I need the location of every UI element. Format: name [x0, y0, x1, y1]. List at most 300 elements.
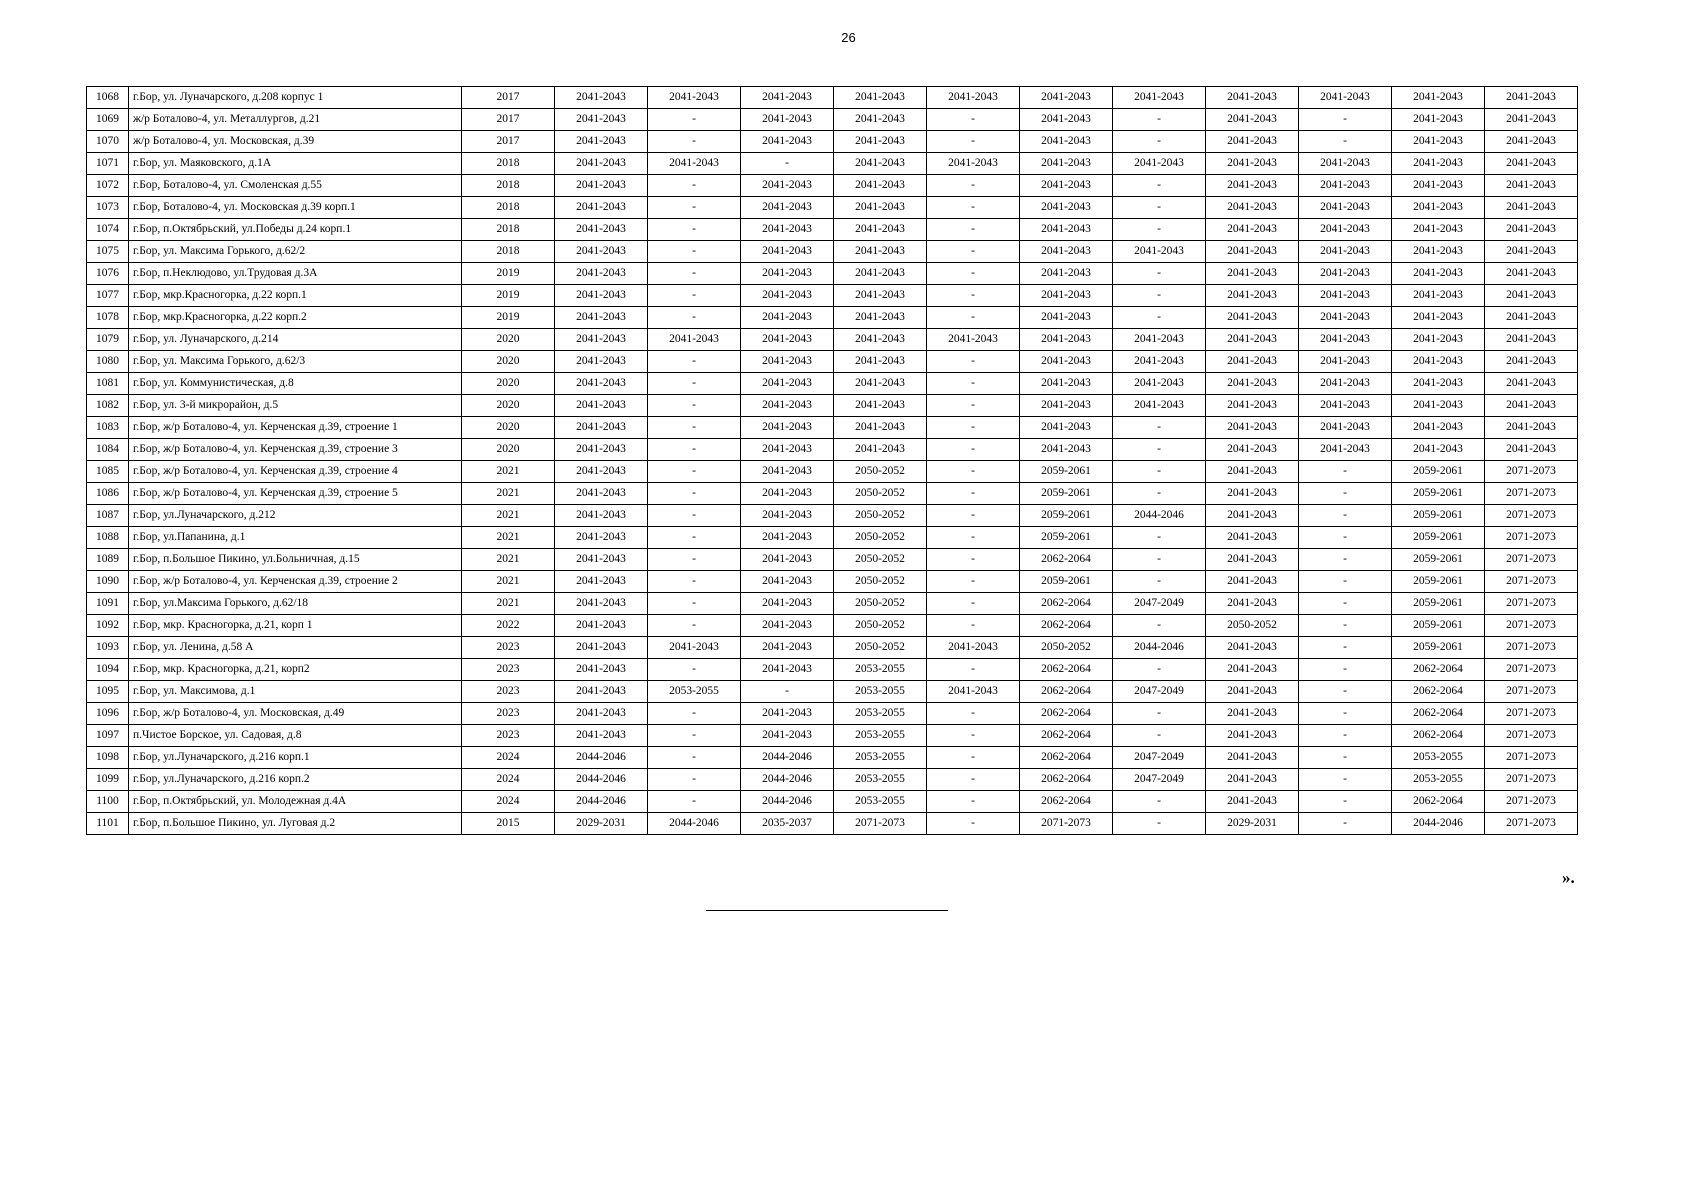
period-cell: 2041-2043: [1020, 351, 1113, 373]
period-cell: 2071-2073: [1485, 659, 1578, 681]
table-row: [87, 527, 1578, 549]
table-row: [87, 725, 1578, 747]
row-number-cell: 1087: [87, 505, 129, 527]
period-cell: 2050-2052: [834, 483, 927, 505]
period-cell: -: [927, 747, 1020, 769]
period-cell: -: [648, 549, 741, 571]
period-cell: 2044-2046: [555, 769, 648, 791]
period-cell: -: [648, 461, 741, 483]
period-cell: 2041-2043: [555, 153, 648, 175]
period-cell: -: [648, 285, 741, 307]
period-cell: 2041-2043: [1020, 219, 1113, 241]
year-cell: 2019: [462, 285, 555, 307]
period-cell: 2044-2046: [741, 791, 834, 813]
period-cell: 2041-2043: [741, 241, 834, 263]
period-cell: 2041-2043: [1299, 285, 1392, 307]
period-cell: 2041-2043: [555, 175, 648, 197]
period-cell: 2041-2043: [1299, 175, 1392, 197]
period-cell: 2041-2043: [1485, 285, 1578, 307]
period-cell: 2041-2043: [1206, 395, 1299, 417]
period-cell: -: [1113, 725, 1206, 747]
period-cell: 2041-2043: [555, 395, 648, 417]
period-cell: 2041-2043: [1392, 87, 1485, 109]
period-cell: 2041-2043: [741, 505, 834, 527]
period-cell: 2041-2043: [1485, 263, 1578, 285]
year-cell: 2020: [462, 417, 555, 439]
row-number-cell: 1094: [87, 659, 129, 681]
period-cell: 2059-2061: [1392, 483, 1485, 505]
period-cell: 2050-2052: [834, 615, 927, 637]
period-cell: 2053-2055: [834, 659, 927, 681]
year-cell: 2019: [462, 263, 555, 285]
period-cell: 2041-2043: [741, 219, 834, 241]
period-cell: 2041-2043: [927, 681, 1020, 703]
period-cell: -: [1113, 307, 1206, 329]
row-number-cell: 1093: [87, 637, 129, 659]
period-cell: 2041-2043: [1206, 681, 1299, 703]
period-cell: 2062-2064: [1392, 791, 1485, 813]
period-cell: -: [927, 417, 1020, 439]
period-cell: -: [648, 791, 741, 813]
period-cell: 2041-2043: [741, 131, 834, 153]
period-cell: 2041-2043: [555, 109, 648, 131]
period-cell: -: [927, 725, 1020, 747]
period-cell: -: [927, 659, 1020, 681]
period-cell: 2041-2043: [555, 703, 648, 725]
period-cell: 2035-2037: [741, 813, 834, 835]
year-cell: 2023: [462, 681, 555, 703]
period-cell: 2041-2043: [555, 131, 648, 153]
period-cell: -: [1299, 747, 1392, 769]
period-cell: 2041-2043: [1113, 395, 1206, 417]
row-number-cell: 1100: [87, 791, 129, 813]
table-row: [87, 395, 1578, 417]
year-cell: 2020: [462, 329, 555, 351]
period-cell: 2041-2043: [1485, 307, 1578, 329]
address-cell: г.Бор, ул.Максима Горького, д.62/18: [129, 593, 462, 615]
period-cell: 2053-2055: [1392, 747, 1485, 769]
period-cell: 2041-2043: [1299, 307, 1392, 329]
row-number-cell: 1083: [87, 417, 129, 439]
period-cell: 2041-2043: [1299, 395, 1392, 417]
period-cell: 2041-2043: [555, 439, 648, 461]
period-cell: 2041-2043: [834, 395, 927, 417]
period-cell: -: [1113, 197, 1206, 219]
period-cell: 2041-2043: [1299, 241, 1392, 263]
period-cell: 2041-2043: [1392, 131, 1485, 153]
period-cell: -: [1299, 681, 1392, 703]
period-cell: 2059-2061: [1392, 505, 1485, 527]
period-cell: 2041-2043: [1485, 439, 1578, 461]
period-cell: 2041-2043: [834, 175, 927, 197]
period-cell: -: [1299, 703, 1392, 725]
period-cell: 2041-2043: [555, 329, 648, 351]
period-cell: 2041-2043: [555, 549, 648, 571]
table-row: [87, 659, 1578, 681]
address-cell: г.Бор, ул. Коммунистическая, д.8: [129, 373, 462, 395]
period-cell: 2041-2043: [1206, 285, 1299, 307]
period-cell: 2041-2043: [1485, 329, 1578, 351]
period-cell: 2041-2043: [1485, 417, 1578, 439]
period-cell: 2041-2043: [1020, 175, 1113, 197]
period-cell: -: [648, 351, 741, 373]
table-row: [87, 439, 1578, 461]
period-cell: 2041-2043: [1299, 87, 1392, 109]
period-cell: 2041-2043: [1020, 417, 1113, 439]
period-cell: 2041-2043: [1485, 351, 1578, 373]
period-cell: 2071-2073: [1485, 637, 1578, 659]
period-cell: 2071-2073: [1485, 461, 1578, 483]
address-cell: г.Бор, ул. Луначарского, д.208 корпус 1: [129, 87, 462, 109]
period-cell: 2041-2043: [741, 725, 834, 747]
period-cell: -: [927, 527, 1020, 549]
period-cell: 2059-2061: [1392, 527, 1485, 549]
address-cell: г.Бор, п.Октябрьский, ул. Молодежная д.4А: [129, 791, 462, 813]
period-cell: 2041-2043: [1206, 505, 1299, 527]
period-cell: -: [927, 439, 1020, 461]
row-number-cell: 1069: [87, 109, 129, 131]
period-cell: 2041-2043: [834, 131, 927, 153]
period-cell: 2041-2043: [1392, 351, 1485, 373]
period-cell: 2059-2061: [1020, 527, 1113, 549]
period-cell: 2041-2043: [1392, 263, 1485, 285]
period-cell: 2059-2061: [1392, 615, 1485, 637]
period-cell: -: [648, 439, 741, 461]
period-cell: 2047-2049: [1113, 593, 1206, 615]
period-cell: 2041-2043: [741, 307, 834, 329]
table-row: [87, 285, 1578, 307]
period-cell: 2041-2043: [834, 439, 927, 461]
period-cell: 2041-2043: [1020, 307, 1113, 329]
address-cell: г.Бор, ул. Маяковского, д.1А: [129, 153, 462, 175]
period-cell: 2041-2043: [1206, 109, 1299, 131]
period-cell: 2062-2064: [1020, 791, 1113, 813]
address-cell: г.Бор, Боталово-4, ул. Смоленская д.55: [129, 175, 462, 197]
period-cell: 2041-2043: [1206, 197, 1299, 219]
year-cell: 2020: [462, 395, 555, 417]
period-cell: 2041-2043: [555, 87, 648, 109]
period-cell: 2041-2043: [1392, 285, 1485, 307]
table-body: [87, 87, 1578, 835]
period-cell: 2062-2064: [1392, 703, 1485, 725]
period-cell: 2041-2043: [741, 109, 834, 131]
period-cell: -: [1299, 725, 1392, 747]
period-cell: 2062-2064: [1020, 549, 1113, 571]
address-cell: г.Бор, ул.Луначарского, д.216 корп.1: [129, 747, 462, 769]
period-cell: 2071-2073: [1020, 813, 1113, 835]
period-cell: 2050-2052: [1020, 637, 1113, 659]
period-cell: 2041-2043: [741, 615, 834, 637]
period-cell: 2041-2043: [741, 637, 834, 659]
period-cell: -: [927, 615, 1020, 637]
period-cell: 2041-2043: [1485, 373, 1578, 395]
period-cell: -: [1113, 285, 1206, 307]
period-cell: 2041-2043: [1113, 351, 1206, 373]
row-number-cell: 1095: [87, 681, 129, 703]
period-cell: 2041-2043: [741, 483, 834, 505]
year-cell: 2023: [462, 725, 555, 747]
period-cell: 2041-2043: [1206, 175, 1299, 197]
period-cell: 2071-2073: [1485, 747, 1578, 769]
period-cell: -: [648, 219, 741, 241]
period-cell: 2041-2043: [927, 329, 1020, 351]
row-number-cell: 1080: [87, 351, 129, 373]
table-row: [87, 131, 1578, 153]
period-cell: 2041-2043: [1392, 175, 1485, 197]
period-cell: 2041-2043: [1485, 175, 1578, 197]
period-cell: -: [927, 219, 1020, 241]
period-cell: 2041-2043: [1206, 241, 1299, 263]
period-cell: -: [1299, 505, 1392, 527]
period-cell: 2041-2043: [1113, 373, 1206, 395]
period-cell: 2041-2043: [555, 615, 648, 637]
row-number-cell: 1074: [87, 219, 129, 241]
period-cell: 2050-2052: [834, 461, 927, 483]
period-cell: -: [1299, 571, 1392, 593]
period-cell: 2041-2043: [1020, 153, 1113, 175]
address-cell: г.Бор, п.Неклюдово, ул.Трудовая д.3А: [129, 263, 462, 285]
period-cell: -: [648, 241, 741, 263]
period-cell: 2041-2043: [1206, 791, 1299, 813]
table-row: [87, 549, 1578, 571]
row-number-cell: 1078: [87, 307, 129, 329]
row-number-cell: 1085: [87, 461, 129, 483]
address-cell: г.Бор, п.Октябрьский, ул.Победы д.24 корп.1: [129, 219, 462, 241]
period-cell: 2059-2061: [1392, 637, 1485, 659]
period-cell: 2041-2043: [1020, 373, 1113, 395]
table-row: [87, 505, 1578, 527]
period-cell: -: [1113, 175, 1206, 197]
row-number-cell: 1086: [87, 483, 129, 505]
period-cell: -: [648, 175, 741, 197]
period-cell: 2041-2043: [555, 461, 648, 483]
period-cell: -: [1113, 417, 1206, 439]
row-number-cell: 1097: [87, 725, 129, 747]
row-number-cell: 1073: [87, 197, 129, 219]
period-cell: 2041-2043: [1485, 153, 1578, 175]
period-cell: 2059-2061: [1020, 505, 1113, 527]
period-cell: -: [648, 659, 741, 681]
period-cell: 2071-2073: [1485, 549, 1578, 571]
period-cell: -: [927, 505, 1020, 527]
table-row: [87, 769, 1578, 791]
period-cell: -: [648, 747, 741, 769]
period-cell: 2041-2043: [834, 351, 927, 373]
row-number-cell: 1081: [87, 373, 129, 395]
table-row: [87, 813, 1578, 835]
period-cell: -: [648, 769, 741, 791]
period-cell: 2041-2043: [1206, 153, 1299, 175]
address-cell: г.Бор, ул. Максимова, д.1: [129, 681, 462, 703]
table-row: [87, 571, 1578, 593]
row-number-cell: 1088: [87, 527, 129, 549]
period-cell: 2044-2046: [555, 791, 648, 813]
period-cell: -: [1113, 571, 1206, 593]
period-cell: 2041-2043: [1020, 439, 1113, 461]
period-cell: 2041-2043: [741, 439, 834, 461]
period-cell: -: [927, 549, 1020, 571]
row-number-cell: 1084: [87, 439, 129, 461]
address-cell: г.Бор, мкр.Красногорка, д.22 корп.2: [129, 307, 462, 329]
period-cell: 2071-2073: [1485, 791, 1578, 813]
period-cell: -: [927, 285, 1020, 307]
period-cell: 2059-2061: [1020, 461, 1113, 483]
page-number: 26: [841, 30, 856, 45]
period-cell: 2041-2043: [555, 307, 648, 329]
period-cell: 2041-2043: [1206, 263, 1299, 285]
period-cell: 2041-2043: [927, 637, 1020, 659]
period-cell: 2041-2043: [1392, 329, 1485, 351]
period-cell: -: [648, 109, 741, 131]
year-cell: 2017: [462, 87, 555, 109]
period-cell: 2062-2064: [1392, 659, 1485, 681]
period-cell: 2062-2064: [1020, 769, 1113, 791]
address-cell: г.Бор, ул.Папанина, д.1: [129, 527, 462, 549]
period-cell: 2071-2073: [1485, 527, 1578, 549]
period-cell: 2062-2064: [1020, 747, 1113, 769]
year-cell: 2018: [462, 153, 555, 175]
year-cell: 2021: [462, 483, 555, 505]
period-cell: 2071-2073: [1485, 769, 1578, 791]
period-cell: -: [1299, 659, 1392, 681]
period-cell: 2041-2043: [834, 263, 927, 285]
period-cell: -: [1113, 527, 1206, 549]
row-number-cell: 1072: [87, 175, 129, 197]
period-cell: 2041-2043: [1206, 219, 1299, 241]
period-cell: 2041-2043: [1020, 285, 1113, 307]
period-cell: 2041-2043: [648, 153, 741, 175]
period-cell: 2041-2043: [1299, 263, 1392, 285]
period-cell: 2047-2049: [1113, 681, 1206, 703]
period-cell: 2041-2043: [741, 373, 834, 395]
address-cell: г.Бор, мкр. Красногорка, д.21, корп 1: [129, 615, 462, 637]
period-cell: -: [1299, 615, 1392, 637]
period-cell: -: [927, 483, 1020, 505]
period-cell: 2050-2052: [834, 549, 927, 571]
address-cell: г.Бор, ж/р Боталово-4, ул. Керченская д.39, строение 1: [129, 417, 462, 439]
period-cell: 2047-2049: [1113, 769, 1206, 791]
address-cell: ж/р Боталово-4, ул. Московская, д.39: [129, 131, 462, 153]
period-cell: 2071-2073: [1485, 505, 1578, 527]
period-cell: 2041-2043: [648, 637, 741, 659]
year-cell: 2023: [462, 703, 555, 725]
address-cell: г.Бор, ж/р Боталово-4, ул. Керченская д.39, строение 2: [129, 571, 462, 593]
address-cell: г.Бор, мкр.Красногорка, д.22 корп.1: [129, 285, 462, 307]
year-cell: 2020: [462, 351, 555, 373]
period-cell: 2041-2043: [1299, 439, 1392, 461]
period-cell: 2041-2043: [1299, 373, 1392, 395]
period-cell: 2044-2046: [648, 813, 741, 835]
period-cell: 2041-2043: [1020, 241, 1113, 263]
period-cell: -: [927, 813, 1020, 835]
period-cell: 2041-2043: [648, 87, 741, 109]
period-cell: 2041-2043: [1485, 87, 1578, 109]
period-cell: 2041-2043: [834, 329, 927, 351]
address-cell: г.Бор, ул.Луначарского, д.212: [129, 505, 462, 527]
period-cell: 2041-2043: [1206, 593, 1299, 615]
period-cell: 2041-2043: [1485, 109, 1578, 131]
period-cell: -: [1113, 703, 1206, 725]
period-cell: -: [1113, 109, 1206, 131]
period-cell: 2041-2043: [555, 659, 648, 681]
period-cell: -: [1299, 769, 1392, 791]
year-cell: 2021: [462, 461, 555, 483]
period-cell: -: [648, 505, 741, 527]
period-cell: 2059-2061: [1020, 571, 1113, 593]
table-row: [87, 109, 1578, 131]
period-cell: 2041-2043: [834, 307, 927, 329]
period-cell: 2041-2043: [1392, 395, 1485, 417]
period-cell: 2041-2043: [1485, 241, 1578, 263]
row-number-cell: 1071: [87, 153, 129, 175]
period-cell: 2041-2043: [1206, 351, 1299, 373]
period-cell: 2050-2052: [834, 571, 927, 593]
period-cell: 2044-2046: [741, 747, 834, 769]
period-cell: 2041-2043: [1020, 395, 1113, 417]
period-cell: -: [1299, 483, 1392, 505]
period-cell: 2041-2043: [555, 417, 648, 439]
period-cell: 2041-2043: [1392, 439, 1485, 461]
period-cell: 2041-2043: [741, 549, 834, 571]
period-cell: 2041-2043: [1485, 219, 1578, 241]
end-rule-line: [706, 910, 948, 911]
address-cell: г.Бор, ул. Ленина, д.58 А: [129, 637, 462, 659]
period-cell: -: [741, 681, 834, 703]
period-cell: 2071-2073: [1485, 593, 1578, 615]
period-cell: -: [1299, 109, 1392, 131]
period-cell: -: [1113, 439, 1206, 461]
period-cell: 2041-2043: [555, 373, 648, 395]
year-cell: 2021: [462, 527, 555, 549]
address-cell: ж/р Боталово-4, ул. Металлургов, д.21: [129, 109, 462, 131]
period-cell: -: [1113, 549, 1206, 571]
row-number-cell: 1068: [87, 87, 129, 109]
period-cell: 2053-2055: [834, 747, 927, 769]
row-number-cell: 1091: [87, 593, 129, 615]
table-row: [87, 263, 1578, 285]
period-cell: -: [927, 593, 1020, 615]
period-cell: 2053-2055: [1392, 769, 1485, 791]
period-cell: 2041-2043: [1299, 219, 1392, 241]
period-cell: -: [648, 615, 741, 637]
year-cell: 2018: [462, 175, 555, 197]
table-row: [87, 153, 1578, 175]
address-cell: г.Бор, Боталово-4, ул. Московская д.39 корп.1: [129, 197, 462, 219]
period-cell: -: [1299, 549, 1392, 571]
period-cell: -: [1299, 461, 1392, 483]
period-cell: -: [648, 527, 741, 549]
period-cell: 2041-2043: [555, 263, 648, 285]
period-cell: -: [648, 197, 741, 219]
table-row: [87, 87, 1578, 109]
year-cell: 2018: [462, 197, 555, 219]
period-cell: 2041-2043: [834, 219, 927, 241]
period-cell: 2041-2043: [1020, 109, 1113, 131]
year-cell: 2015: [462, 813, 555, 835]
period-cell: 2041-2043: [1299, 351, 1392, 373]
period-cell: 2044-2046: [555, 747, 648, 769]
period-cell: 2062-2064: [1392, 681, 1485, 703]
row-number-cell: 1079: [87, 329, 129, 351]
period-cell: 2041-2043: [1392, 307, 1485, 329]
year-cell: 2020: [462, 373, 555, 395]
address-cell: г.Бор, ул.Луначарского, д.216 корп.2: [129, 769, 462, 791]
period-cell: -: [648, 263, 741, 285]
period-cell: 2062-2064: [1020, 703, 1113, 725]
year-cell: 2020: [462, 439, 555, 461]
period-cell: 2062-2064: [1020, 681, 1113, 703]
row-number-cell: 1089: [87, 549, 129, 571]
